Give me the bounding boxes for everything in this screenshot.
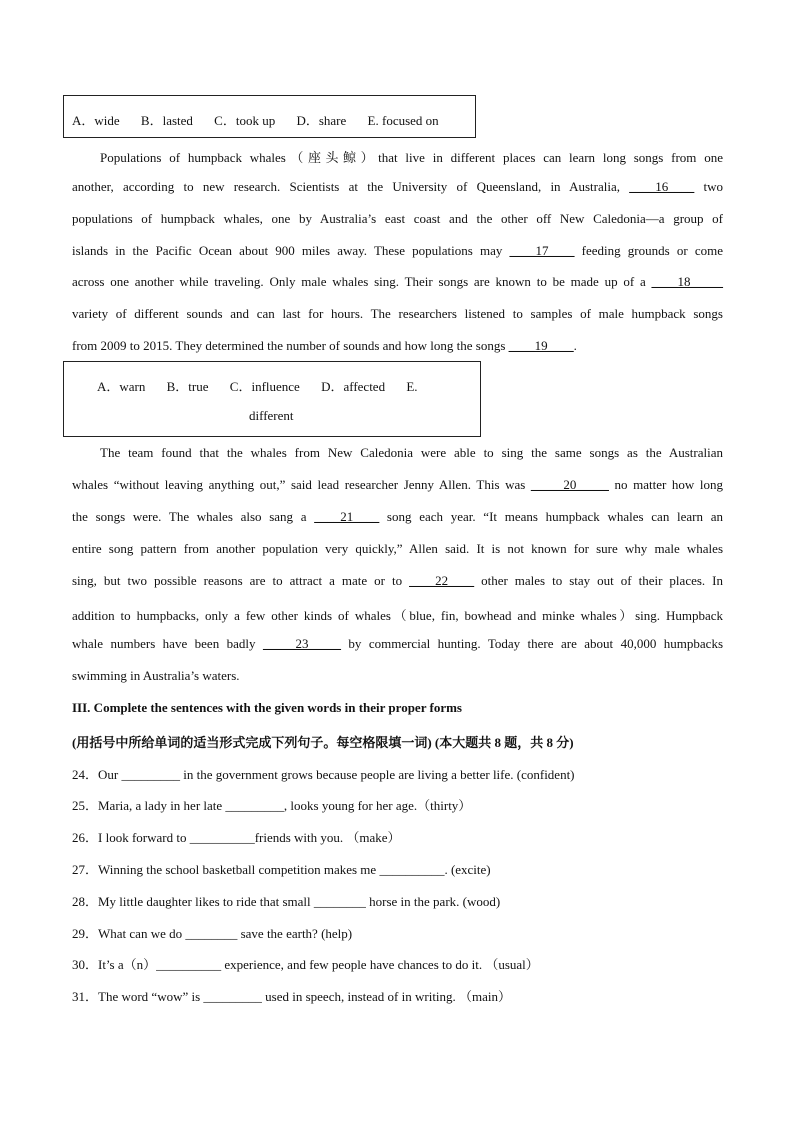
option-e: E. focused on: [367, 113, 439, 128]
blank-21: ____21____: [314, 509, 380, 524]
blank-22: ____22____: [409, 573, 475, 588]
passage1-line: from 2009 to 2015. They determined the number of sounds and how long the songs ____19____.: [72, 338, 577, 353]
question-30: 30．It’s a（n）__________ experience, and few people have chances to do it. （usual）: [72, 957, 539, 972]
blank-19: ____19____: [508, 338, 574, 353]
word-bank-options: [72, 110, 439, 129]
passage2-line: addition to humpbacks, only a few other kinds of whales（blue, fin, bowhead and minke whales）sing. Humpback: [72, 608, 723, 623]
question-26: 26．I look forward to __________friends with you. （make）: [72, 830, 401, 845]
option-b: B．true: [166, 379, 209, 394]
option-d: D．affected: [321, 379, 386, 394]
option-b: B．lasted: [140, 113, 193, 128]
question-28: 28．My little daughter likes to ride that small ________ horse in the park. (wood): [72, 894, 501, 909]
word-bank-box-1: [63, 95, 476, 138]
option-c: C．took up: [214, 113, 276, 128]
passage2-line: whales “without leaving anything out,” said lead researcher Jenny Allen. This was _____20_____ no matter how long: [72, 477, 723, 492]
section-instructions: (用括号中所给单词的适当形式完成下列句子。每空格限填一词) (本大题共 8 题，共 8 分): [72, 735, 574, 750]
blank-20: _____20_____: [530, 477, 609, 492]
passage1-line: Populations of humpback whales（座头鲸）that live in different places can learn long songs from one: [100, 150, 723, 165]
passage1-line: islands in the Pacific Ocean about 900 miles away. These populations may ____17____ feeding grounds or come: [72, 243, 723, 258]
word-bank-box-2: [63, 361, 481, 437]
option-e: E.: [406, 379, 418, 394]
blank-17: ____17____: [509, 243, 575, 258]
passage1-line: across one another while traveling. Only male whales sing. Their songs are known to be made up of a ____18_____: [72, 274, 723, 289]
blank-18: ____18_____: [651, 274, 723, 289]
question-27: 27．Winning the school basketball competition makes me __________. (excite): [72, 862, 491, 877]
passage2-line: entire song pattern from another population very quickly,” Allen said. It is not known for sure why male whales: [72, 541, 723, 556]
blank-16: ____16____: [629, 179, 695, 194]
passage1-line: variety of different sounds and can last for hours. The researchers listened to samples of male humpback songs: [72, 306, 723, 321]
passage1-line: another, according to new research. Scientists at the University of Queensland, in Australia, ____16____ two: [72, 179, 723, 194]
passage1-line: populations of humpback whales, one by Australia’s east coast and the other off New Caledonia—a group of: [72, 211, 723, 226]
option-d: D．share: [296, 113, 347, 128]
passage2-line: the songs were. The whales also sang a ____21____ song each year. “It means humpback whales can learn an: [72, 509, 723, 524]
option-e-word: different: [249, 408, 294, 423]
passage2-line: swimming in Australia’s waters.: [72, 668, 240, 683]
option-a: A．warn: [97, 379, 146, 394]
question-29: 29．What can we do ________ save the earth? (help): [72, 926, 353, 941]
question-31: 31．The word “wow” is _________ used in speech, instead of in writing. （main）: [72, 989, 512, 1004]
section-title: III. Complete the sentences with the given words in their proper forms: [72, 700, 462, 715]
question-25: 25．Maria, a lady in her late _________, looks young for her age.（thirty）: [72, 798, 472, 813]
passage2-line: sing, but two possible reasons are to attract a mate or to ____22____ other males to stay out of their places. In: [72, 573, 723, 588]
passage2-line: The team found that the whales from New Caledonia were able to sing the same songs as the Australian: [100, 445, 723, 460]
blank-23: _____23_____: [262, 636, 341, 651]
option-c: C．influence: [229, 379, 300, 394]
option-a: A．wide: [72, 113, 120, 128]
passage2-line: whale numbers have been badly _____23_____ by commercial hunting. Today there are about 40,000 humpbacks: [72, 636, 723, 651]
question-24: 24．Our _________ in the government grows because people are living a better life. (confident): [72, 767, 575, 782]
word-bank-options: [97, 376, 418, 395]
